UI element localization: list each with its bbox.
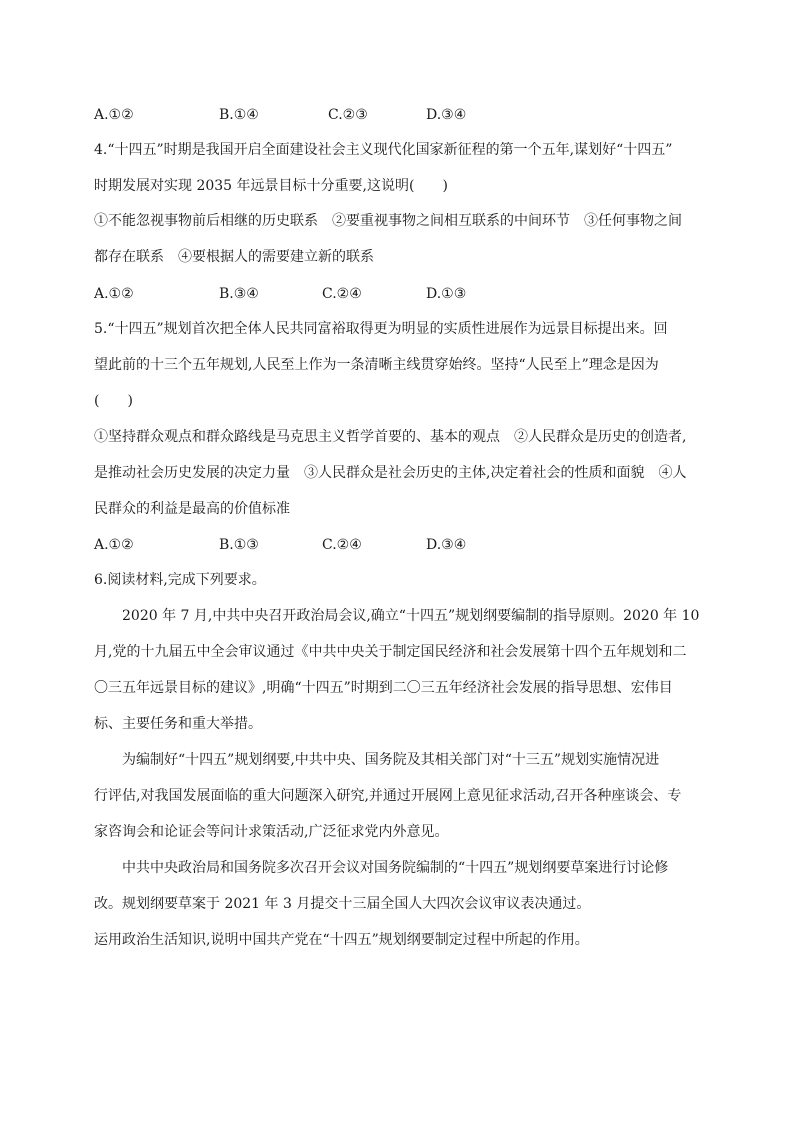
option-c: C.②④ bbox=[322, 537, 362, 553]
q4-choice-line: ①不能忽视事物前后相继的历史联系 ②要重视事物之间相互联系的中间环节 ③任何事物之间 bbox=[94, 213, 682, 229]
option-d: D.③④ bbox=[426, 107, 467, 123]
option-b: B.③④ bbox=[219, 286, 259, 302]
option-c: C.②④ bbox=[322, 286, 362, 302]
option-b: B.①④ bbox=[219, 107, 259, 123]
q6-question: 运用政治生活知识,说明中国共产党在“十四五”规划纲要制定过程中所起的作用。 bbox=[94, 932, 589, 948]
option-d: D.①③ bbox=[426, 286, 467, 302]
q5-choice-line: ①坚持群众观点和群众路线是马克思主义哲学首要的、基本的观点 ②人民群众是历史的创造者, bbox=[94, 429, 687, 445]
q5-stem-line: 望此前的十三个五年规划,人民至上作为一条清晰主线贯穿始终。坚持“人民至上”理念是因为 bbox=[94, 357, 659, 373]
material-paragraph-1: 〇三五年远景目标的建议》,明确“十四五”时期到二〇三五年经济社会发展的指导思想、宏伟目 bbox=[94, 680, 673, 696]
q4-stem-line: 4.“十四五”时期是我国开启全面建设社会主义现代化国家新征程的第一个五年,谋划好“十四五” bbox=[94, 142, 673, 158]
material-paragraph-2: 家咨询会和论证会等问计求策活动,广泛征求党内外意见。 bbox=[94, 824, 449, 840]
material-paragraph-1: 月,党的十九届五中全会审议通过《中共中央关于制定国民经济和社会发展第十四个五年规划和二 bbox=[94, 644, 687, 660]
material-paragraph-2: 行评估,对我国发展面临的重大问题深入研究,并通过开展网上意见征求活动,召开各种座谈会、专 bbox=[94, 788, 682, 804]
material-paragraph-1: 标、主要任务和重大举措。 bbox=[94, 716, 262, 732]
material-paragraph-3: 中共中央政治局和国务院多次召开会议对国务院编制的“十四五”规划纲要草案进行讨论修 bbox=[122, 860, 669, 876]
option-a: A.①② bbox=[94, 286, 134, 302]
q5-options bbox=[94, 536, 614, 554]
material-paragraph-3: 改。规划纲要草案于 2021 年 3 月提交十三届全国人大四次会议审议表决通过。 bbox=[94, 896, 591, 912]
q4-options bbox=[94, 285, 614, 303]
q5-answer-bracket: ( ) bbox=[94, 393, 133, 409]
option-a: A.①② bbox=[94, 107, 134, 123]
q4-choice-line: 都存在联系 ④要根据人的需要建立新的联系 bbox=[94, 249, 374, 265]
q3-options bbox=[94, 106, 614, 124]
q4-stem-line: 时期发展对实现 2035 年远景目标十分重要,这说明( ) bbox=[94, 178, 448, 194]
option-d: D.③④ bbox=[426, 537, 467, 553]
option-b: B.①③ bbox=[219, 537, 259, 553]
q6-title: 6.阅读材料,完成下列要求。 bbox=[94, 572, 266, 588]
option-c: C.②③ bbox=[328, 107, 368, 123]
q5-choice-line: 民群众的利益是最高的价值标准 bbox=[94, 501, 290, 517]
option-a: A.①② bbox=[94, 537, 134, 553]
q5-stem-line: 5.“十四五”规划首次把全体人民共同富裕取得更为明显的实质性进展作为远景目标提出来。回 bbox=[94, 321, 668, 337]
material-paragraph-2: 为编制好“十四五”规划纲要,中共中央、国务院及其相关部门对“十三五”规划实施情况进 bbox=[122, 752, 660, 768]
material-paragraph-1: 2020 年 7 月,中共中央召开政治局会议,确立“十四五”规划纲要编制的指导原则。2020 年 10 bbox=[122, 608, 700, 624]
q5-choice-line: 是推动社会历史发展的决定力量 ③人民群众是社会历史的主体,决定着社会的性质和面貌 ④人 bbox=[94, 465, 687, 481]
